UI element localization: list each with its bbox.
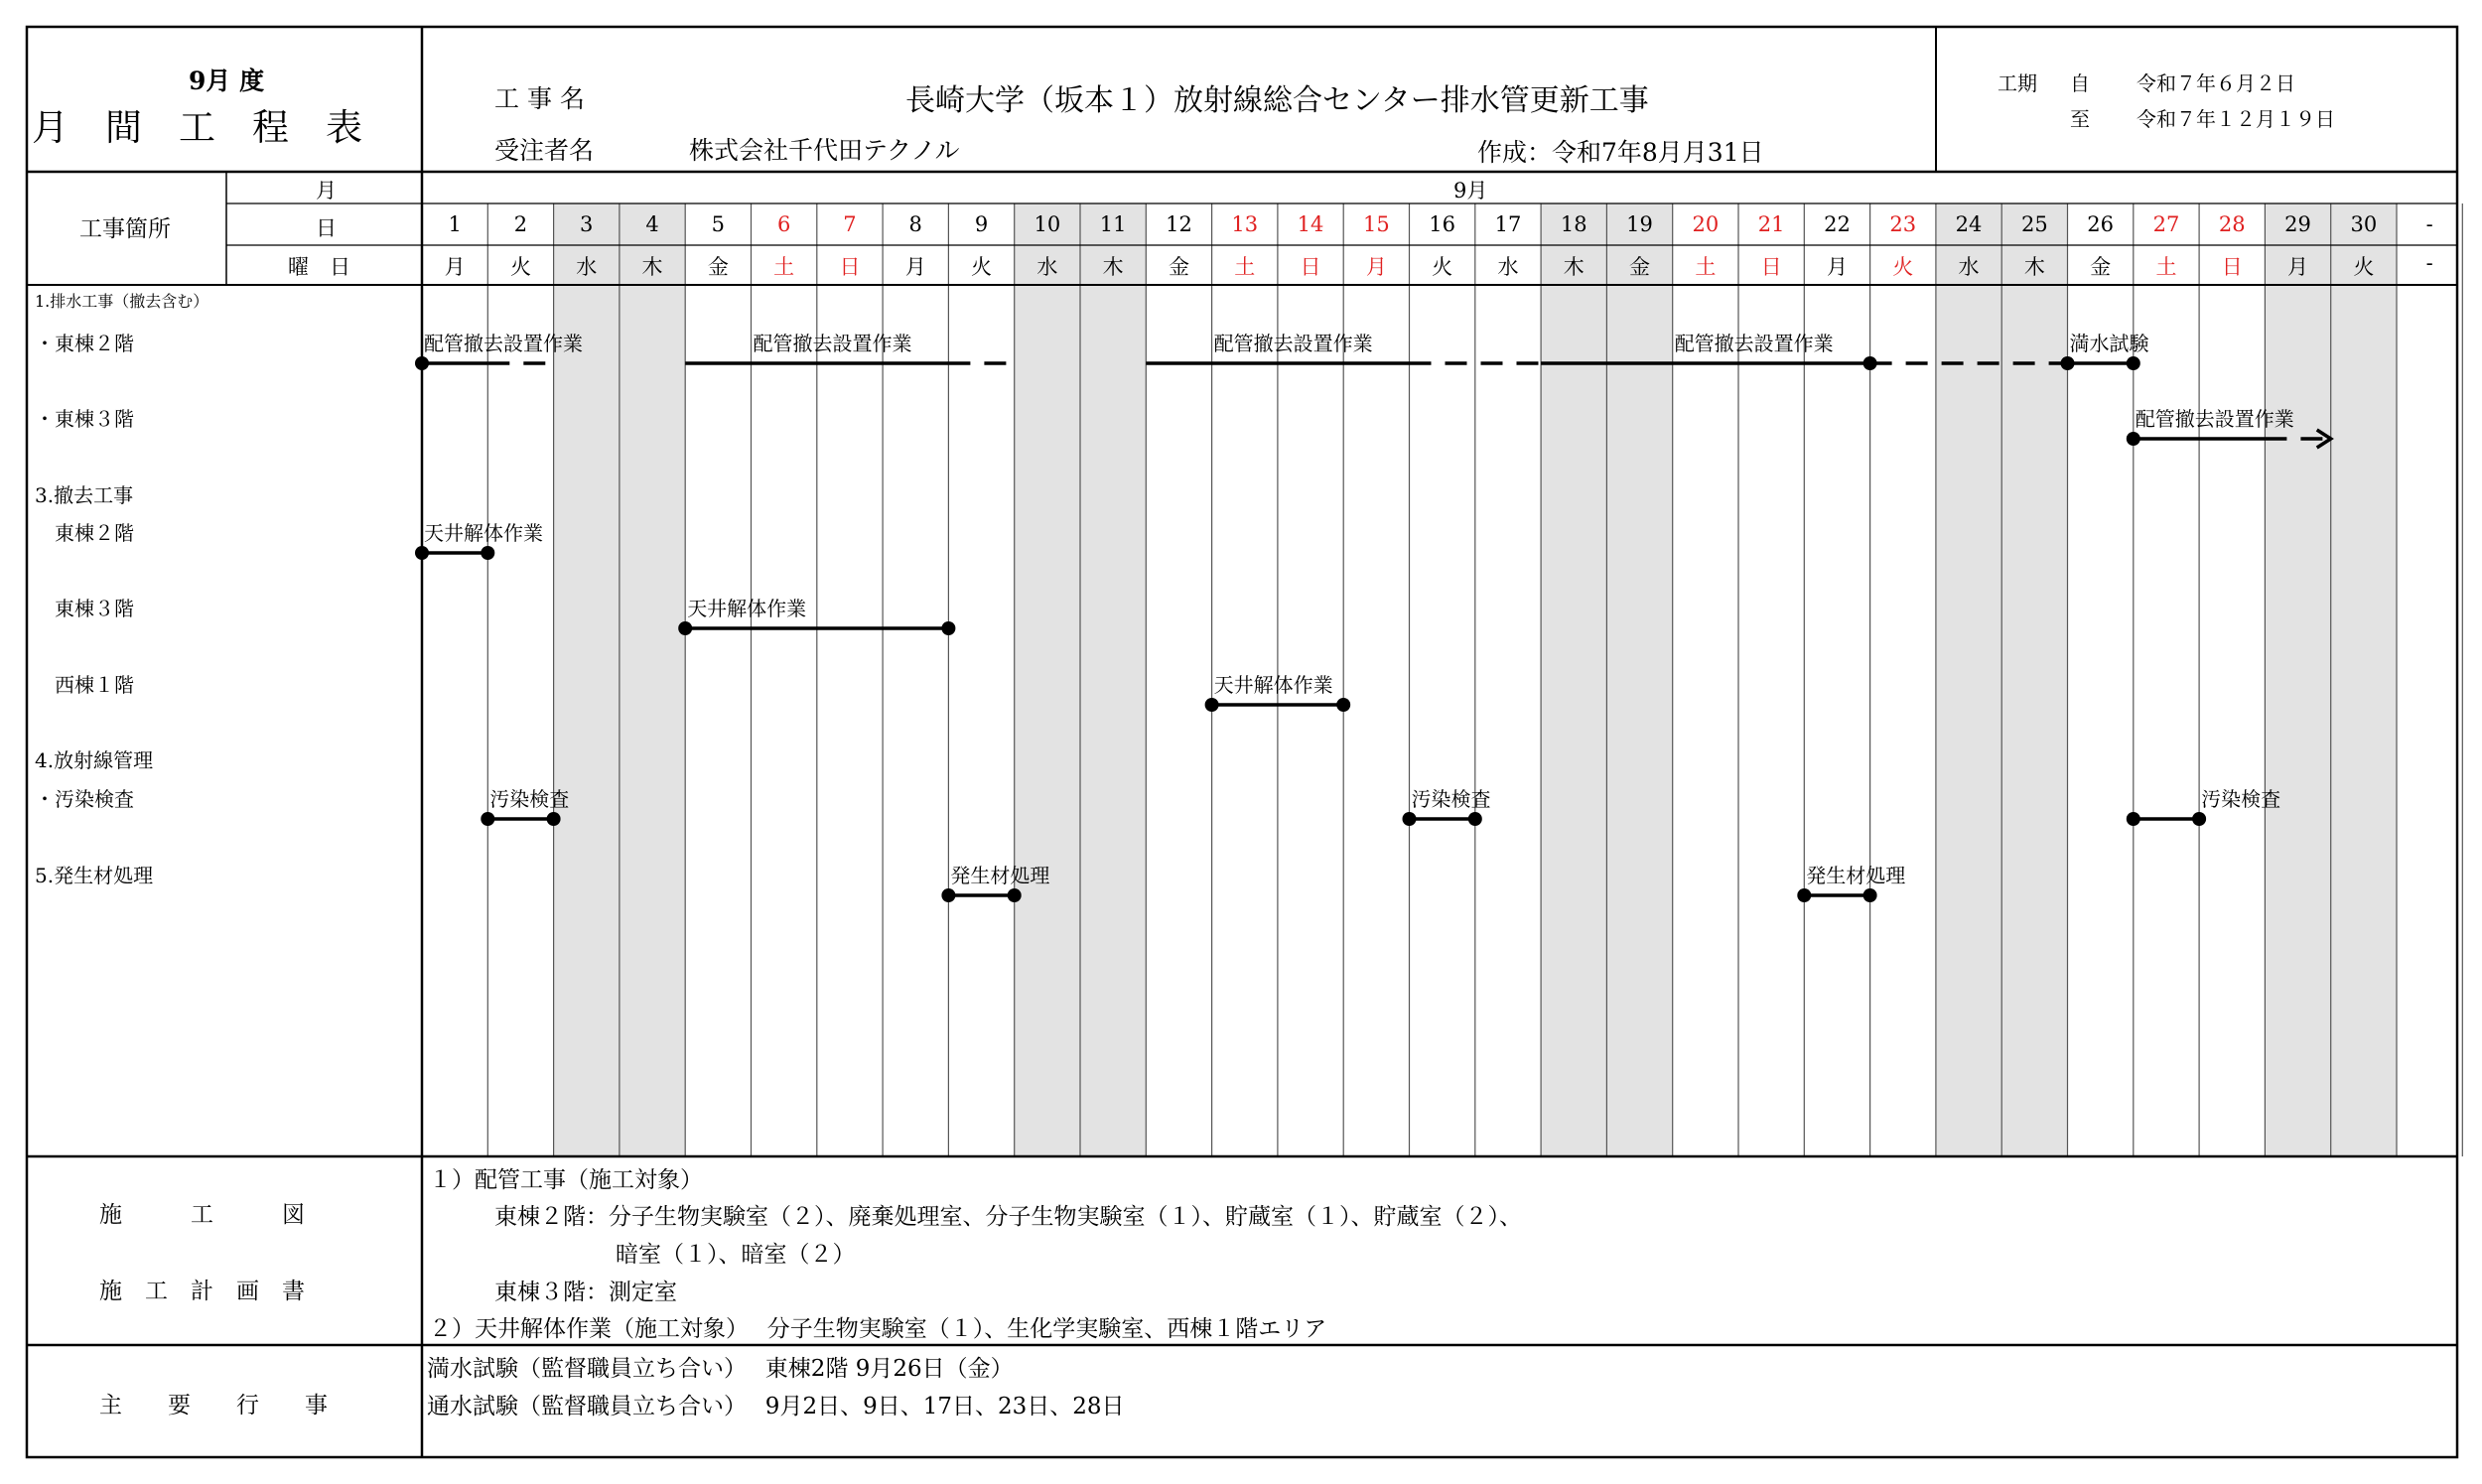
day-number: 10 bbox=[1034, 212, 1061, 236]
weekday-label: 日 bbox=[1300, 255, 1321, 279]
task-label: 天井解体作業 bbox=[687, 597, 807, 620]
day-number: 27 bbox=[2152, 212, 2180, 236]
day-number: 19 bbox=[1626, 212, 1653, 236]
weekday-label: 火 bbox=[509, 255, 531, 279]
period-from: 令和７年６月２日 bbox=[2137, 71, 2295, 95]
major-events-label: 主 要 行 事 bbox=[99, 1393, 328, 1418]
shaded-day-column bbox=[2001, 203, 2067, 1156]
construction-drawing-label: 施 工 図 bbox=[99, 1202, 305, 1228]
weekday-label: 木 bbox=[641, 255, 663, 279]
day-number: 8 bbox=[908, 212, 922, 236]
shaded-day-column bbox=[2331, 203, 2397, 1156]
task-start-dot bbox=[678, 621, 692, 635]
day-number: 15 bbox=[1362, 212, 1390, 236]
day-number: 9 bbox=[974, 212, 989, 236]
shaded-day-column bbox=[1541, 203, 1606, 1156]
weekday-label: 木 bbox=[1563, 255, 1585, 279]
weekday-label: 火 bbox=[971, 255, 993, 279]
location-label: 工事箇所 bbox=[79, 216, 171, 242]
task-label: 天井解体作業 bbox=[424, 521, 543, 545]
day-number: 30 bbox=[2350, 212, 2378, 236]
day-number: 24 bbox=[1955, 212, 1983, 236]
day-number: 6 bbox=[776, 212, 791, 236]
day-number: 25 bbox=[2020, 212, 2048, 236]
task-label: 配管撤去設置作業 bbox=[1213, 332, 1373, 355]
weekday-label: 火 bbox=[1432, 255, 1453, 279]
shaded-day-column bbox=[2265, 203, 2330, 1156]
weekday-label: 土 bbox=[2155, 255, 2177, 279]
shaded-day-column bbox=[1015, 203, 1080, 1156]
construction-plan-label: 施 工 計 画 書 bbox=[99, 1279, 305, 1304]
shaded-day-column bbox=[1936, 203, 2001, 1156]
day-number: 22 bbox=[1824, 212, 1851, 236]
row-label: ・汚染検査 bbox=[35, 787, 134, 811]
contractor-label: 受注者名 bbox=[494, 136, 595, 165]
row-label: 東棟３階 bbox=[35, 597, 134, 620]
task-end-dot bbox=[2192, 812, 2206, 826]
task-start-dot bbox=[415, 356, 429, 370]
weekday-label: 月 bbox=[444, 255, 466, 279]
task-label: 満水試験 bbox=[2069, 332, 2149, 355]
row-label: ・東棟３階 bbox=[35, 407, 134, 431]
month-row-label: 月 bbox=[316, 179, 337, 202]
day-number: 12 bbox=[1166, 212, 1192, 236]
task-start-dot bbox=[1403, 812, 1417, 826]
day-number: 16 bbox=[1429, 212, 1456, 236]
row-label: 1.排水工事（撤去含む） bbox=[35, 292, 209, 311]
task-label: 汚染検査 bbox=[1411, 787, 1491, 811]
task-label: 配管撤去設置作業 bbox=[2135, 407, 2294, 431]
day-number: 7 bbox=[843, 212, 857, 236]
weekday-label: - bbox=[2425, 251, 2433, 275]
work-name-label: 工 事 名 bbox=[494, 84, 585, 113]
weekday-label: 土 bbox=[1234, 255, 1256, 279]
month-value: 9月 bbox=[1453, 179, 1488, 202]
day-number: 29 bbox=[2284, 212, 2311, 236]
task-label: 天井解体作業 bbox=[1213, 673, 1333, 697]
task-end-dot bbox=[547, 812, 561, 826]
day-number: - bbox=[2425, 212, 2433, 236]
weekday-label: 土 bbox=[1695, 255, 1717, 279]
shaded-day-column bbox=[1080, 203, 1146, 1156]
weekday-label: 木 bbox=[1102, 255, 1124, 279]
period-to-label: 至 bbox=[2070, 107, 2090, 131]
weekday-label: 土 bbox=[773, 255, 795, 279]
task-label: 汚染検査 bbox=[489, 787, 570, 811]
weekday-label: 金 bbox=[707, 255, 729, 279]
weekday-label: 金 bbox=[1168, 255, 1189, 279]
row-label: 西棟１階 bbox=[35, 673, 134, 697]
weekday-label: 木 bbox=[2023, 255, 2045, 279]
task-start-dot bbox=[2061, 356, 2075, 370]
weekday-label: 日 bbox=[839, 255, 861, 279]
day-number: 26 bbox=[2087, 212, 2115, 236]
task-label: 発生材処理 bbox=[950, 864, 1050, 887]
task-label: 配管撤去設置作業 bbox=[1674, 332, 1834, 355]
weekday-label: 水 bbox=[1497, 255, 1519, 279]
plan-line-2: 東棟２階：分子生物実験室（２）、廃棄処理室、分子生物実験室（１）、貯蔵室（１）、貯蔵室（２）、 bbox=[494, 1204, 1522, 1230]
weekday-label: 金 bbox=[1629, 255, 1651, 279]
shaded-day-column bbox=[1606, 203, 1672, 1156]
task-start-dot bbox=[415, 546, 429, 560]
task-label: 配管撤去設置作業 bbox=[424, 332, 583, 355]
weekday-label: 水 bbox=[1958, 255, 1980, 279]
row-label: 4.放射線管理 bbox=[35, 748, 154, 772]
day-number: 14 bbox=[1297, 212, 1324, 236]
day-number: 23 bbox=[1889, 212, 1917, 236]
work-name: 長崎大学（坂本１）放射線総合センター排水管更新工事 bbox=[905, 83, 1649, 118]
outer-border bbox=[27, 27, 2457, 1457]
weekday-label: 水 bbox=[576, 255, 598, 279]
row-label: 5.発生材処理 bbox=[35, 864, 154, 887]
task-end-dot bbox=[1468, 812, 1482, 826]
shaded-day-column bbox=[620, 203, 685, 1156]
period-label: 工期 bbox=[1998, 71, 2037, 95]
day-number: 20 bbox=[1692, 212, 1720, 236]
row-label: ・東棟２階 bbox=[35, 332, 134, 355]
task-end-dot bbox=[2127, 356, 2140, 370]
contractor-name: 株式会社千代田テクノル bbox=[689, 136, 960, 165]
plan-line-3: 暗室（１）、暗室（２） bbox=[616, 1242, 856, 1268]
weekday-label: 日 bbox=[1760, 255, 1782, 279]
weekday-label: 月 bbox=[2287, 255, 2309, 279]
day-number: 3 bbox=[580, 212, 594, 236]
day-number: 13 bbox=[1231, 212, 1259, 236]
weekday-row-label: 曜 日 bbox=[288, 255, 350, 279]
task-label: 配管撤去設置作業 bbox=[753, 332, 912, 355]
task-end-dot bbox=[1863, 888, 1877, 902]
page-title: 月 間 工 程 表 bbox=[32, 106, 362, 149]
weekday-label: 火 bbox=[1892, 255, 1914, 279]
day-number: 4 bbox=[645, 212, 659, 236]
task-end-dot bbox=[941, 621, 955, 635]
task-label: 発生材処理 bbox=[1806, 864, 1906, 887]
day-number: 17 bbox=[1494, 212, 1522, 236]
weekday-label: 火 bbox=[2353, 255, 2375, 279]
task-start-dot bbox=[2127, 812, 2140, 826]
task-end-dot bbox=[1008, 888, 1022, 902]
plan-line-1: １）配管工事（施工対象） bbox=[429, 1167, 703, 1193]
period-to: 令和７年１２月１９日 bbox=[2137, 107, 2335, 131]
day-number: 1 bbox=[448, 212, 462, 236]
period-from-label: 自 bbox=[2070, 71, 2090, 95]
day-number: 18 bbox=[1560, 212, 1587, 236]
weekday-label: 月 bbox=[1365, 255, 1387, 279]
day-number: 28 bbox=[2218, 212, 2246, 236]
day-number: 5 bbox=[711, 212, 726, 236]
day-number: 2 bbox=[513, 212, 528, 236]
row-label: 東棟２階 bbox=[35, 521, 134, 545]
weekday-label: 水 bbox=[1036, 255, 1058, 279]
weekday-label: 日 bbox=[2221, 255, 2243, 279]
task-start-dot bbox=[2127, 432, 2140, 446]
weekday-label: 月 bbox=[1826, 255, 1848, 279]
task-start-dot bbox=[941, 888, 955, 902]
task-end-dot bbox=[481, 546, 494, 560]
row-label: 3.撤去工事 bbox=[35, 483, 134, 507]
task-start-dot bbox=[1797, 888, 1811, 902]
day-row-label: 日 bbox=[316, 216, 337, 240]
task-start-dot bbox=[1205, 698, 1219, 712]
created-date: 作成：令和7年8月月31日 bbox=[1477, 138, 1764, 167]
task-end-dot bbox=[1336, 698, 1350, 712]
task-start-dot bbox=[481, 812, 494, 826]
day-number: 21 bbox=[1757, 212, 1785, 236]
plan-line-4: 東棟３階：測定室 bbox=[494, 1280, 677, 1305]
task-label: 汚染検査 bbox=[2201, 787, 2281, 811]
weekday-label: 金 bbox=[2090, 255, 2112, 279]
plan-line-5: ２）天井解体作業（施工対象） 分子生物実験室（１）、生化学実験室、西棟１階エリア bbox=[429, 1316, 1327, 1342]
event-line-1: 満水試験（監督職員立ち合い） 東棟2階 9月26日（金） bbox=[427, 1356, 1014, 1382]
day-number: 11 bbox=[1099, 212, 1127, 236]
event-line-2: 通水試験（監督職員立ち合い） 9月2日、9日、17日、23日、28日 bbox=[427, 1394, 1125, 1419]
weekday-label: 月 bbox=[904, 255, 926, 279]
month-label: 9月 度 bbox=[189, 67, 265, 95]
